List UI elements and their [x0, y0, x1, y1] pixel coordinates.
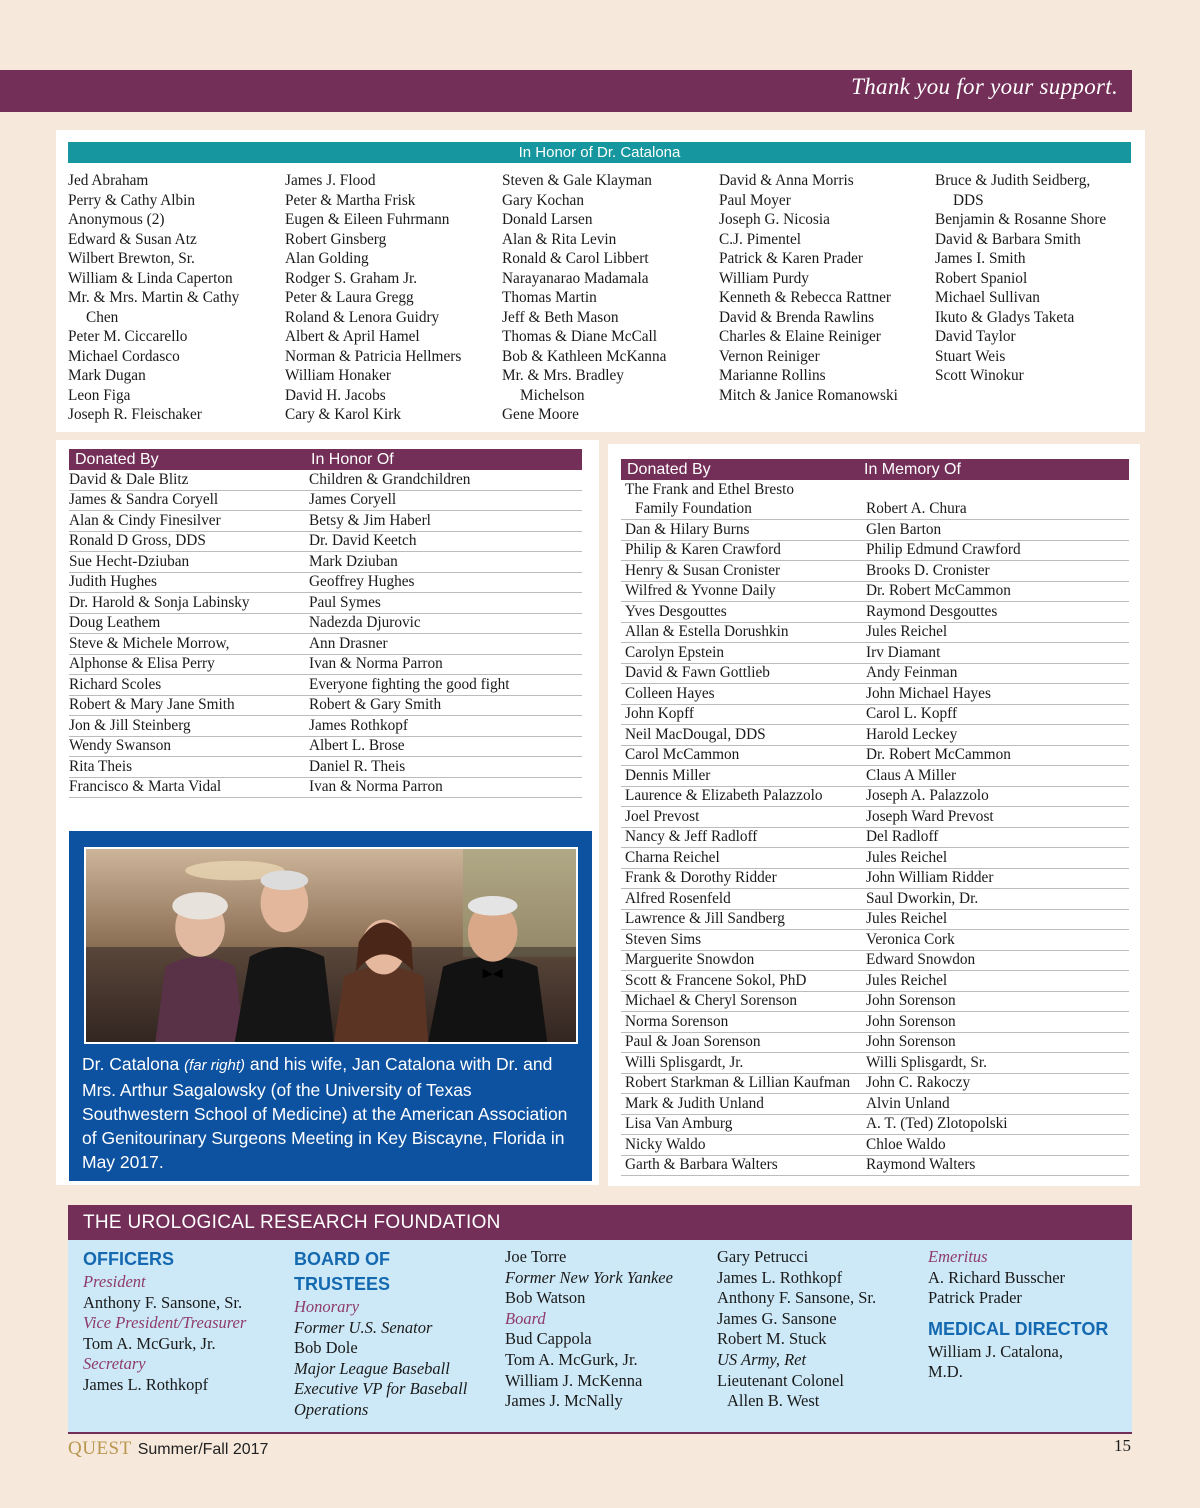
- list-item: Rodger S. Graham Jr.: [285, 269, 418, 287]
- memorial-name: Edward Snowdon: [866, 951, 976, 968]
- memorial-name: Brooks D. Cronister: [866, 561, 990, 579]
- list-item: Bob & Kathleen McKanna: [502, 347, 667, 365]
- board-column-3: Gary Petrucci James L. Rothkopf Anthony F. Sansone, Sr. James G. Sansone Robert M. Stuck US Army, Ret Lieutenant Colonel Allen B. West: [717, 1247, 877, 1411]
- list-item: Norman & Patricia Hellmers: [285, 347, 462, 365]
- table-row: [621, 1012, 1129, 1033]
- honoree-name: Betsy & Jim Haberl: [309, 511, 431, 529]
- table-row: [621, 1115, 1129, 1136]
- memorial-name: John William Ridder: [866, 869, 994, 886]
- table-row: [621, 602, 1129, 623]
- donor-name: Steve & Michele Morrow,: [69, 634, 230, 652]
- list-item: Edward & Susan Atz: [68, 230, 197, 248]
- honoree-name: Robert & Gary Smith: [309, 696, 442, 713]
- list-item: Peter & Laura Gregg: [285, 289, 414, 306]
- memory-donated-by-header: Donated By: [627, 461, 711, 478]
- table-row: [621, 1053, 1129, 1074]
- list-item: Joseph R. Fleischaker: [68, 406, 202, 423]
- donor-name: Allan & Estella Dorushkin: [625, 623, 789, 640]
- list-item: Wilbert Brewton, Sr.: [68, 250, 195, 267]
- list-item: Roland & Lenora Guidry: [285, 308, 440, 326]
- memorial-name: Harold Leckey: [866, 725, 958, 743]
- honor-table: [69, 470, 582, 798]
- list-item: Benjamin & Rosanne Shore: [935, 211, 1107, 228]
- donor-name: Scott & Francene Sokol, PhD: [625, 971, 807, 989]
- footer-rule: [68, 1432, 1132, 1434]
- foundation-title: THE UROLOGICAL RESEARCH FOUNDATION: [68, 1205, 1132, 1240]
- memorial-name: Del Radloff: [866, 828, 939, 845]
- donor-name: Alan & Cindy Finesilver: [69, 511, 221, 529]
- list-item: Alan & Rita Levin: [502, 230, 617, 248]
- memorial-name: Willi Splisgardt, Sr.: [866, 1053, 987, 1071]
- table-row: [69, 696, 582, 717]
- list-item: Thomas Martin: [502, 289, 597, 306]
- table-row: [621, 725, 1129, 746]
- memorial-name: Veronica Cork: [866, 930, 955, 948]
- table-row: [621, 705, 1129, 726]
- list-item: Peter M. Ciccarello: [68, 328, 188, 345]
- donor-name: Carol McCammon: [625, 746, 740, 763]
- donor-name: Philip & Karen Crawford: [625, 541, 781, 558]
- donor-name: Ronald D Gross, DDS: [69, 532, 206, 549]
- list-item: Anonymous (2): [68, 211, 165, 228]
- donor-name: Wendy Swanson: [69, 737, 172, 754]
- donor-name: Lisa Van Amburg: [625, 1115, 733, 1132]
- donor-name: Robert Starkman & Lillian Kaufman: [625, 1074, 851, 1091]
- table-row: [69, 532, 582, 553]
- honoree-name: Dr. David Keetch: [309, 532, 417, 549]
- table-row: [69, 470, 582, 491]
- board-column: BOARD OF TRUSTEES Honorary Former U.S. Senator Bob Dole Major League Baseball Executive VP for Baseball Operations: [294, 1249, 468, 1419]
- donor-name: Robert & Mary Jane Smith: [69, 696, 235, 713]
- table-row: [621, 910, 1129, 931]
- list-item: Charles & Elaine Reiniger: [719, 328, 881, 345]
- donor-name: Richard Scoles: [69, 675, 162, 693]
- list-item: Mark Dugan: [68, 367, 146, 384]
- donor-name: Henry & Susan Cronister: [625, 561, 781, 579]
- list-item: Gary Kochan: [502, 191, 584, 209]
- donor-name: Francisco & Marta Vidal: [69, 778, 222, 795]
- memorial-name: Glen Barton: [866, 520, 942, 538]
- table-row: [621, 746, 1129, 767]
- table-row: [69, 614, 582, 635]
- memory-of-panel: [608, 444, 1140, 1186]
- table-row: [621, 623, 1129, 644]
- table-row: [621, 643, 1129, 664]
- table-row: [621, 1033, 1129, 1054]
- honoree-name: Children & Grandchildren: [309, 470, 471, 488]
- list-item: Albert & April Hamel: [285, 328, 420, 345]
- table-row: [621, 828, 1129, 849]
- memorial-name: Jules Reichel: [866, 848, 948, 866]
- donor-name: Willi Splisgardt, Jr.: [625, 1053, 744, 1071]
- list-item: Perry & Cathy Albin: [68, 191, 196, 209]
- list-item: C.J. Pimentel: [719, 230, 802, 248]
- list-item: David & Barbara Smith: [935, 230, 1081, 248]
- honoree-name: James Coryell: [309, 491, 397, 508]
- list-item: Mitch & Janice Romanowski: [719, 386, 898, 404]
- table-row: [69, 778, 582, 799]
- table-row: [69, 655, 582, 676]
- donor-name: Laurence & Elizabeth Palazzolo: [625, 787, 823, 804]
- memorial-name: Irv Diamant: [866, 643, 941, 661]
- list-item: Mr. & Mrs. Martin & Cathy: [68, 289, 240, 306]
- honor-catalona-title: In Honor of Dr. Catalona: [68, 142, 1131, 163]
- table-row: [621, 766, 1129, 787]
- donated-by-header: Donated By: [75, 451, 159, 468]
- list-item: William Purdy: [719, 269, 809, 287]
- group-photo: [84, 847, 578, 1044]
- list-item: Vernon Reiniger: [719, 347, 820, 365]
- memorial-name: John Sorenson: [866, 992, 956, 1009]
- table-row: [621, 1135, 1129, 1156]
- donor-name: Neil MacDougal, DDS: [625, 725, 766, 743]
- donor-name: Lawrence & Jill Sandberg: [625, 910, 785, 927]
- photo-box: [69, 831, 592, 1181]
- list-item: Robert Ginsberg: [285, 230, 387, 248]
- list-item: Jed Abraham: [68, 172, 149, 189]
- quest-logo: QUEST: [68, 1438, 132, 1459]
- honoree-name: Ann Drasner: [309, 634, 388, 652]
- donor-name: Dennis Miller: [625, 766, 711, 784]
- table-row: [69, 511, 582, 532]
- memorial-name: Joseph Ward Prevost: [866, 807, 994, 825]
- memory-table: [621, 481, 1129, 1176]
- memorial-name: Jules Reichel: [866, 623, 948, 640]
- donor-name: Dan & Hilary Burns: [625, 520, 750, 538]
- honoree-name: James Rothkopf: [309, 716, 408, 734]
- table-row: [69, 552, 582, 573]
- memorial-name: Jules Reichel: [866, 910, 948, 927]
- table-row: [69, 716, 582, 737]
- list-item: David & Brenda Rawlins: [719, 308, 875, 326]
- list-item: David & Anna Morris: [719, 172, 854, 189]
- list-item: Michael Sullivan: [935, 289, 1040, 306]
- table-row: [69, 675, 582, 696]
- donor-name: Dr. Harold & Sonja Labinsky: [69, 593, 250, 611]
- list-item: Cary & Karol Kirk: [285, 406, 401, 423]
- table-row: [621, 664, 1129, 685]
- memorial-name: Joseph A. Palazzolo: [866, 787, 989, 804]
- donor-name: Colleen Hayes: [625, 684, 715, 702]
- list-item: James J. Flood: [285, 172, 376, 189]
- honoree-name: Daniel R. Theis: [309, 757, 406, 775]
- table-row: [621, 951, 1129, 972]
- table-row: [621, 1156, 1129, 1177]
- table-row: [621, 1094, 1129, 1115]
- honor-column-3: [502, 171, 666, 425]
- honoree-name: Albert L. Brose: [309, 737, 405, 754]
- memorial-name: Carol L. Kopff: [866, 705, 958, 722]
- memorial-name: Raymond Desgouttes: [866, 602, 998, 620]
- donor-name: David & Dale Blitz: [69, 470, 189, 488]
- table-row: [621, 561, 1129, 582]
- donor-name: Paul & Joan Sorenson: [625, 1033, 761, 1050]
- list-item: Leon Figa: [68, 386, 131, 404]
- banner-text: Thank you for your support.: [851, 74, 1118, 99]
- table-row: [621, 971, 1129, 992]
- list-item: Michael Cordasco: [68, 347, 180, 365]
- list-item: Peter & Martha Frisk: [285, 191, 416, 209]
- donor-name: Nancy & Jeff Radloff: [625, 828, 758, 845]
- list-item: Alan Golding: [285, 250, 369, 267]
- table-row: [621, 684, 1129, 705]
- memorial-name: John C. Rakoczy: [866, 1074, 971, 1091]
- list-item: Stuart Weis: [935, 347, 1006, 365]
- list-item: William Honaker: [285, 367, 392, 384]
- list-item: Narayanarao Madamala: [502, 269, 649, 287]
- in-honor-of-header: In Honor Of: [311, 451, 394, 468]
- table-row: [69, 573, 582, 594]
- table-row: [621, 787, 1129, 808]
- memorial-name: Dr. Robert McCammon: [866, 746, 1011, 763]
- officers-column: OFFICERS President Anthony F. Sansone, Sr. Vice President/Treasurer Tom A. McGurk, Jr. Secretary James L. Rothkopf: [83, 1249, 247, 1394]
- in-memory-of-header: In Memory Of: [864, 461, 961, 478]
- list-item: Mr. & Mrs. Bradley: [502, 367, 624, 384]
- donor-name: James & Sandra Coryell: [69, 491, 219, 508]
- honor-column-2: [285, 171, 461, 425]
- donor-name: Garth & Barbara Walters: [625, 1156, 778, 1173]
- memorial-name: Andy Feinman: [866, 664, 958, 681]
- honoree-name: Mark Dziuban: [309, 552, 398, 570]
- list-item: William & Linda Caperton: [68, 269, 233, 287]
- honoree-name: Everyone fighting the good fight: [309, 675, 510, 693]
- list-item: Jeff & Beth Mason: [502, 308, 619, 326]
- memorial-name: Claus A Miller: [866, 766, 957, 784]
- table-row: [621, 869, 1129, 890]
- honor-column-4: [719, 171, 898, 405]
- donor-name: Joel Prevost: [625, 807, 700, 825]
- memorial-name: Dr. Robert McCammon: [866, 582, 1011, 599]
- table-row: [621, 807, 1129, 828]
- list-item: David Taylor: [935, 328, 1016, 345]
- list-item: Bruce & Judith Seidberg,: [935, 172, 1091, 189]
- list-item: Ikuto & Gladys Taketa: [935, 308, 1075, 326]
- list-item: Ronald & Carol Libbert: [502, 250, 649, 267]
- donor-name: Michael & Cheryl Sorenson: [625, 992, 798, 1009]
- donor-name: Doug Leathem: [69, 614, 161, 631]
- table-row: [621, 582, 1129, 603]
- list-item: Gene Moore: [502, 406, 579, 423]
- table-row: [621, 520, 1129, 541]
- table-row: [621, 1074, 1129, 1095]
- memorial-name: John Sorenson: [866, 1012, 956, 1030]
- honoree-name: Ivan & Norma Parron: [309, 655, 443, 672]
- list-item: Donald Larsen: [502, 211, 593, 228]
- donor-name: David & Fawn Gottlieb: [625, 664, 770, 681]
- page-number: 15: [1114, 1436, 1131, 1455]
- list-item: Kenneth & Rebecca Rattner: [719, 289, 892, 306]
- memorial-name: Jules Reichel: [866, 971, 948, 989]
- donor-name: Alfred Rosenfeld: [625, 889, 731, 907]
- donor-name: Wilfred & Yvonne Daily: [625, 582, 776, 599]
- donor-name: Mark & Judith Unland: [625, 1094, 764, 1112]
- honor-column-1: [68, 171, 239, 425]
- donor-name: Rita Theis: [69, 757, 133, 775]
- list-item: Patrick & Karen Prader: [719, 250, 863, 267]
- honor-table-header: [69, 449, 582, 470]
- table-row: [69, 593, 582, 614]
- table-row: [69, 757, 582, 778]
- foundation-section: [68, 1205, 1132, 1433]
- list-item: Steven & Gale Klayman: [502, 172, 652, 189]
- memory-table-header: [621, 459, 1129, 480]
- honor-column-5: [935, 171, 1106, 386]
- thank-you-banner: [0, 70, 1132, 112]
- table-row: [69, 634, 582, 655]
- donor-name: Yves Desgouttes: [625, 602, 727, 620]
- donor-name: Sue Hecht-Dziuban: [69, 552, 190, 570]
- list-item: Michelson: [520, 386, 585, 404]
- emeritus-column: Emeritus A. Richard Busscher Patrick Prader MEDICAL DIRECTOR William J. Catalona, M.D.: [928, 1247, 1109, 1382]
- board-header: BOARD OF: [294, 1249, 390, 1269]
- photo-caption: Dr. Catalona (far right) and his wife, Jan Catalona with Dr. and Mrs. Arthur Sagalowsky (of the University of Texas Southwestern School of Medicine) at the American Association of Genitourinary Surgeons Meeting in Key Biscayne, Florida in May 2017.: [82, 1054, 568, 1172]
- officers-header: OFFICERS: [83, 1249, 175, 1269]
- donor-name: Carolyn Epstein: [625, 643, 724, 661]
- donor-name: Steven Sims: [625, 930, 702, 948]
- memorial-name: Philip Edmund Crawford: [866, 541, 1021, 558]
- donor-name: John Kopff: [625, 705, 694, 722]
- memorial-name: Raymond Walters: [866, 1156, 976, 1173]
- donor-name: Marguerite Snowdon: [625, 951, 755, 968]
- list-item: Thomas & Diane McCall: [502, 328, 658, 345]
- memorial-name: A. T. (Ted) Zlotopolski: [866, 1115, 1008, 1132]
- honoree-name: Nadezda Djurovic: [309, 614, 421, 631]
- donor-name: Charna Reichel: [625, 848, 720, 866]
- list-item: Joseph G. Nicosia: [719, 211, 830, 228]
- donor-name: Norma Sorenson: [625, 1012, 729, 1030]
- honor-of-panel: [56, 440, 599, 1185]
- donor-name: Frank & Dorothy Ridder: [625, 869, 777, 886]
- list-item: Scott Winokur: [935, 367, 1024, 384]
- memorial-name: Saul Dworkin, Dr.: [866, 889, 979, 907]
- memorial-name: Alvin Unland: [866, 1094, 950, 1112]
- board-column-2: Joe Torre Former New York Yankee Bob Watson Board Bud Cappola Tom A. McGurk, Jr. William J. McKenna James J. McNally: [505, 1247, 673, 1411]
- honoree-name: Geoffrey Hughes: [309, 573, 415, 590]
- table-row: The Frank and Ethel Bresto Family Foundation Robert A. Chura: [621, 481, 1129, 520]
- donor-name: Jon & Jill Steinberg: [69, 716, 191, 734]
- medical-director-header: MEDICAL DIRECTOR: [928, 1318, 1109, 1339]
- memorial-name: John Michael Hayes: [866, 684, 991, 702]
- honoree-name: Paul Symes: [309, 593, 381, 611]
- list-item: Paul Moyer: [719, 191, 791, 209]
- list-item: Eugen & Eileen Fuhrmann: [285, 211, 450, 228]
- donor-name: Judith Hughes: [69, 573, 157, 590]
- table-row: [621, 889, 1129, 910]
- donor-name: Alphonse & Elisa Perry: [69, 655, 215, 672]
- table-row: [621, 541, 1129, 562]
- list-item: Marianne Rollins: [719, 367, 826, 384]
- memorial-name: John Sorenson: [866, 1033, 956, 1050]
- list-item: Robert Spaniol: [935, 269, 1028, 287]
- honoree-name: Ivan & Norma Parron: [309, 778, 443, 795]
- memorial-name: Chloe Waldo: [866, 1135, 946, 1153]
- list-item: James I. Smith: [935, 250, 1026, 267]
- donor-name: Nicky Waldo: [625, 1135, 706, 1153]
- table-row: [621, 930, 1129, 951]
- table-row: [69, 737, 582, 758]
- list-item: David H. Jacobs: [285, 386, 386, 404]
- list-item: DDS: [953, 191, 984, 209]
- list-item: Chen: [86, 308, 119, 326]
- table-row: [621, 992, 1129, 1013]
- footer-issue: QUEST Summer/Fall 2017: [68, 1438, 269, 1459]
- table-row: [69, 491, 582, 512]
- table-row: [621, 848, 1129, 869]
- honor-catalona-panel: [56, 130, 1145, 432]
